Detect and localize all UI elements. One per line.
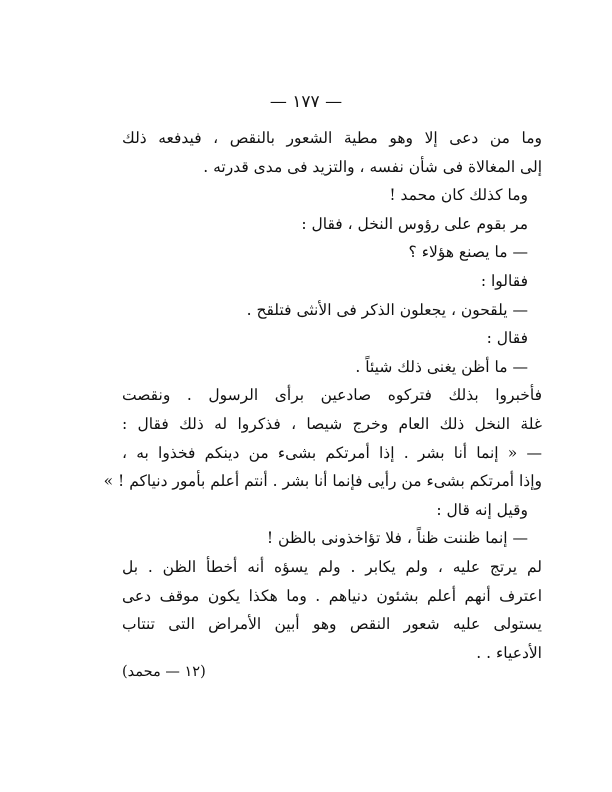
text-line: فقالوا : (480, 271, 528, 290)
text-line: فأخبروا بذلك فتركوه صادعين برأى الرسول . ونقصت (122, 386, 542, 405)
signature-mark: (١٢ — محمد) (122, 664, 206, 680)
text-line: مر بقوم على رؤوس النخل ، فقال : (301, 214, 528, 233)
page-number: — ١٧٧ — (269, 92, 343, 112)
text-line: — يلقحون ، يجعلون الذكر فى الأنثى فتلقح . (246, 300, 528, 319)
text-line: فقال : (486, 329, 528, 348)
text-line: وإذا أمرتكم بشىء من رأيى فإنما أنا بشر . أنتم أعلم بأمور دنياكم ! » (103, 472, 542, 491)
text-line: وقيل إنه قال : (436, 500, 528, 519)
text-line: — إنما ظننت ظناً ، فلا تؤاخذونى بالظن ! (266, 529, 528, 548)
text-line: لم يرتج عليه ، ولم يكابر . ولم يسؤه أنه أخطأ الظن . بل (122, 557, 542, 576)
text-line: وما كذلك كان محمد ! (389, 186, 528, 205)
text-line: غلة النخل ذلك العام وخرج شيصا ، فذكروا له ذلك فقال : (122, 414, 542, 433)
text-line: — « إنما أنا بشر . إذا أمرتكم بشىء من دينكم فخذوا به ، (122, 443, 542, 462)
text-line: — ما أظن يغنى ذلك شيئاً . (355, 357, 528, 376)
text-line: الأدعياء . . (476, 643, 542, 662)
text-line: اعترف أنهم أعلم بشئون دنياهم . وما هكذا يكون موقف دعى (122, 586, 542, 605)
text-line: — ما يصنع هؤلاء ؟ (408, 243, 528, 262)
body-text (103, 124, 542, 667)
text-line: يستولى عليه شعور النقص وهو أبين الأمراض التى تنتاب (122, 615, 542, 634)
text-line: إلى المغالاة فى شأن نفسه ، والتزيد فى مدى قدرته . (203, 157, 542, 176)
text-line: وما من دعى إلا وهو مطية الشعور بالنقص ، فيدفعه ذلك (122, 129, 542, 147)
